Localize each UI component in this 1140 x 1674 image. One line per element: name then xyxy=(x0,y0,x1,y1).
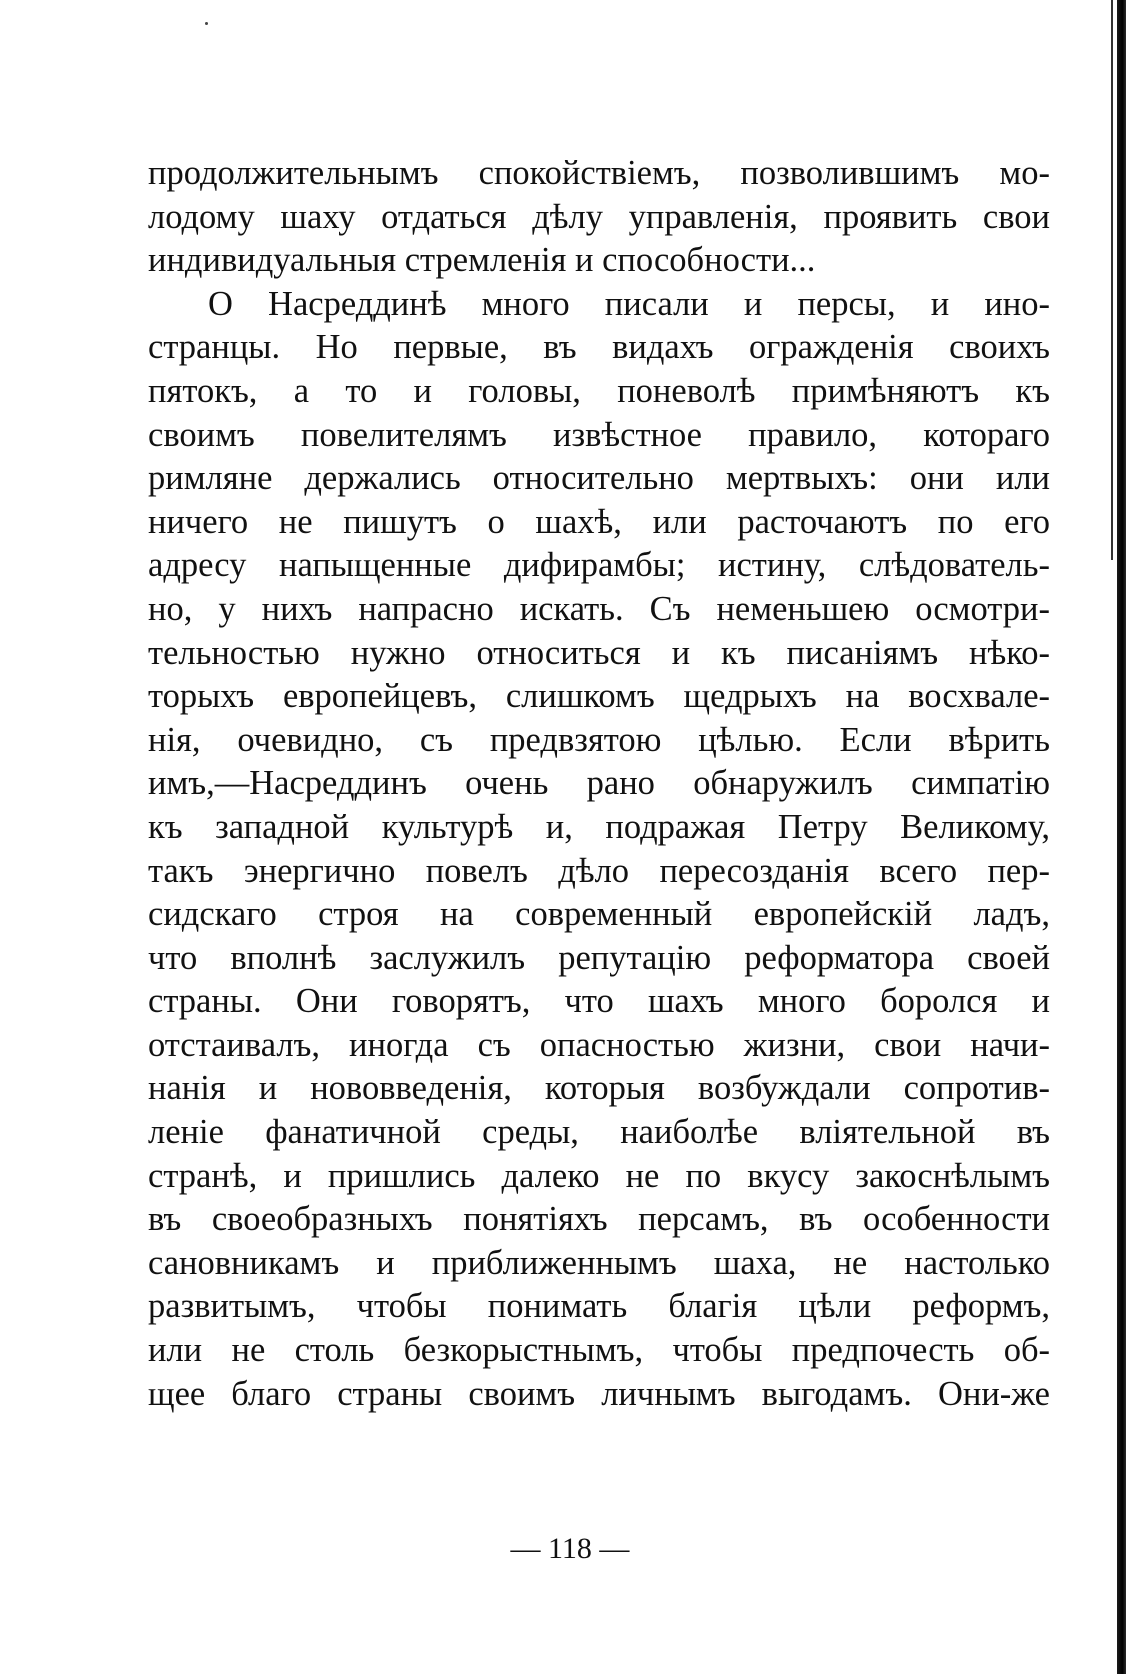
text-line: лодому шаху отдаться дѣлу управленія, проявить свои xyxy=(148,197,1050,236)
text-line: странѣ, и пришлись далеко не по вкусу закоснѣлымъ xyxy=(148,1156,1050,1195)
text-line: сановникамъ и приближеннымъ шаха, не настолько xyxy=(148,1243,1050,1282)
text-line: къ западной культурѣ и, подражая Петру Великому, xyxy=(148,807,1050,846)
body-text xyxy=(148,152,1050,1416)
scan-edge-border xyxy=(1117,0,1126,1674)
page-number: — 118 — xyxy=(510,1532,630,1565)
text-line: что вполнѣ заслужилъ репутацію реформатора своей xyxy=(148,938,1050,977)
paragraph-start-line: О Насреддинѣ много писали и персы, и ино- xyxy=(208,284,1050,323)
text-line: тельностью нужно относиться и къ писаніямъ нѣко- xyxy=(148,633,1050,672)
text-line: сидскаго строя на современный европейскій ладъ, xyxy=(148,895,1050,934)
text-line: отстаивалъ, иногда съ опасностью жизни, свои начи- xyxy=(148,1025,1050,1064)
text-line: имъ,—Насреддинъ очень рано обнаружилъ симпатію xyxy=(148,764,1050,803)
scan-speck xyxy=(205,22,208,25)
text-line: страны. Они говорятъ, что шахъ много боролся и xyxy=(148,982,1050,1021)
text-line: странцы. Но первые, въ видахъ огражденія своихъ xyxy=(148,328,1050,367)
text-line: торыхъ европейцевъ, слишкомъ щедрыхъ на восхвале- xyxy=(148,677,1050,716)
text-line: леніе фанатичной среды, наиболѣе вліятельной въ xyxy=(148,1113,1050,1152)
text-line: продолжительнымъ спокойствіемъ, позволившимъ мо- xyxy=(148,154,1050,192)
text-line: пятокъ, а то и головы, поневолѣ примѣняютъ къ xyxy=(148,371,1050,410)
text-line: адресу напыщенные дифирамбы; истину, слѣдователь- xyxy=(148,546,1050,585)
scan-edge-thin-line xyxy=(1111,0,1113,560)
text-line: щее благо страны своимъ личнымъ выгодамъ. Они-же xyxy=(148,1374,1050,1413)
text-line: нанія и нововведенія, которыя возбуждали сопротив- xyxy=(148,1069,1050,1108)
text-line: такъ энергично повелъ дѣло пересозданія всего пер- xyxy=(148,851,1050,890)
text-line: развитымъ, чтобы понимать благія цѣли реформъ, xyxy=(148,1287,1050,1326)
text-line: или не столь безкорыстнымъ, чтобы предпочесть об- xyxy=(148,1331,1050,1370)
text-line: римляне держались относительно мертвыхъ: они или xyxy=(148,459,1050,498)
text-line: индивидуальныя стремленія и способности... xyxy=(148,241,816,280)
text-line: своимъ повелителямъ извѣстное правило, котораго xyxy=(148,415,1050,454)
text-line: въ своеобразныхъ понятіяхъ персамъ, въ особенности xyxy=(148,1200,1050,1239)
text-line: но, у нихъ напрасно искать. Съ неменьшею осмотри- xyxy=(148,589,1050,628)
text-line: нія, очевидно, съ предвзятою цѣлью. Если вѣрить xyxy=(148,720,1050,759)
text-line: ничего не пишутъ о шахѣ, или расточаютъ по его xyxy=(148,502,1050,541)
